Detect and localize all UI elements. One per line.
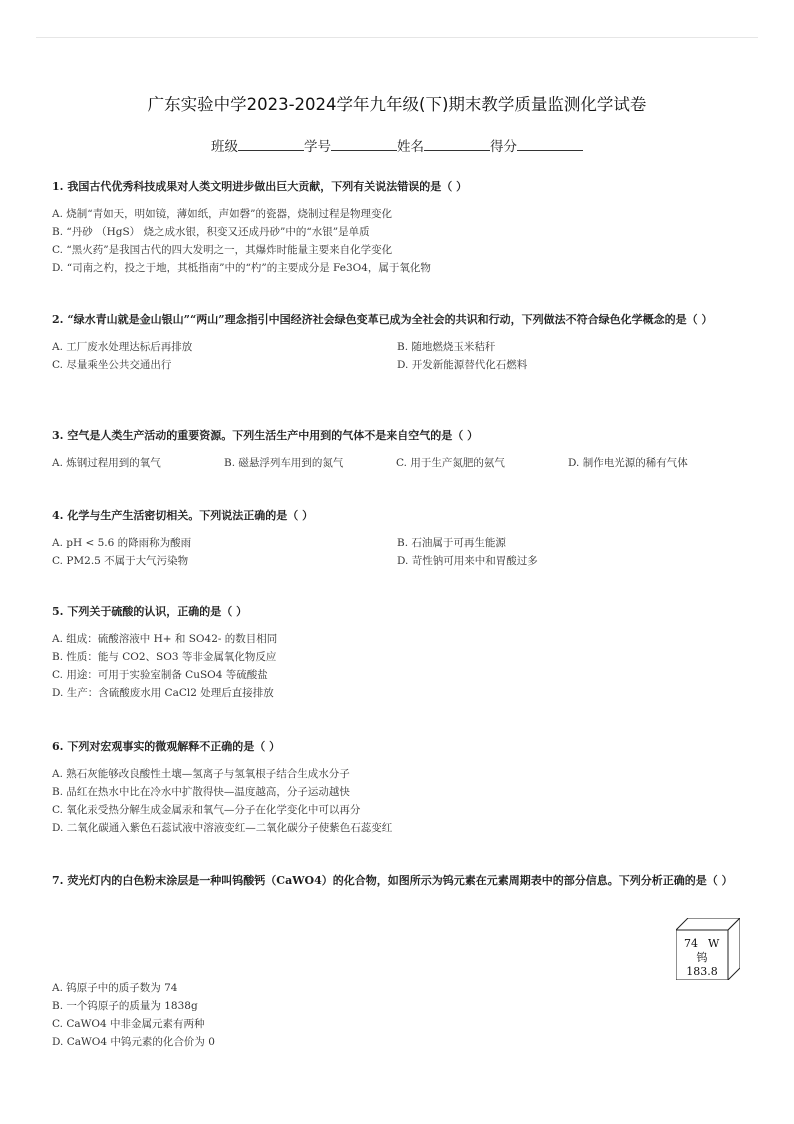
- option-c[interactable]: C. PM2.5 不属于大气污染物: [52, 555, 189, 567]
- question-1: [52, 178, 742, 277]
- option-b[interactable]: B. “丹砂 （HgS） 烧之成水银，积变又还成丹砂”中的“水银”是单质: [52, 226, 370, 238]
- question-5: [52, 603, 742, 702]
- option-c[interactable]: C. 用途：可用于实验室制备 CuSO4 等硫酸盐: [52, 669, 268, 681]
- element-symbol: W: [708, 937, 720, 950]
- option-d[interactable]: D. 开发新能源替代化石燃料: [397, 359, 528, 371]
- option-c[interactable]: C. 氧化汞受热分解生成金属汞和氧气—分子在化学变化中可以再分: [52, 804, 361, 816]
- element-name: 钨: [696, 951, 708, 964]
- option-a[interactable]: A. 钨原子中的质子数为 74: [52, 982, 178, 994]
- element-atomic-number: 74: [684, 937, 698, 950]
- option-b[interactable]: B. 一个钨原子的质量为 1838g: [52, 1000, 198, 1012]
- option-d[interactable]: D. 二氧化碳通入紫色石蕊试液中溶液变红—二氧化碳分子使紫色石蕊变红: [52, 822, 393, 834]
- field-name: 姓名: [397, 135, 490, 155]
- option-d[interactable]: D. CaWO4 中钨元素的化合价为 0: [52, 1036, 215, 1048]
- page-title: 广东实验中学2023-2024学年九年级(下)期末教学质量监测化学试卷: [147, 95, 647, 114]
- option-d[interactable]: D. 苛性钠可用来中和胃酸过多: [397, 555, 538, 567]
- option-a[interactable]: A. 炼钢过程用到的氧气: [52, 457, 161, 469]
- question-stem: 2. “绿水青山就是金山银山”“两山”理念指引中国经济社会绿色变革已成为全社会的共识和行动，下列做法不符合绿色化学概念的是（ ）: [52, 313, 713, 326]
- question-stem: 7. 荧光灯内的白色粉末涂层是一种叫钨酸钙（CaWO4）的化合物，如图所示为钨元素在元素周期表中的部分信息。下列分析正确的是（ ）: [52, 874, 733, 887]
- question-stem: 6. 下列对宏观事实的微观解释不正确的是（ ）: [52, 740, 281, 753]
- question-6: [52, 738, 742, 837]
- option-a[interactable]: A. 组成：硫酸溶液中 H+ 和 SO42- 的数目相同: [52, 633, 278, 645]
- option-a[interactable]: A. 烧制“青如天，明如镜，薄如纸，声如磬”的瓷器，烧制过程是物理变化: [52, 208, 392, 220]
- option-d[interactable]: D. 生产：含硫酸废水用 CaCl2 处理后直接排放: [52, 687, 274, 699]
- option-b[interactable]: B. 品红在热水中比在冷水中扩散得快—温度越高，分子运动越快: [52, 786, 350, 798]
- field-student-id: 学号: [304, 135, 397, 155]
- option-b[interactable]: B. 磁悬浮列车用到的氮气: [224, 457, 344, 469]
- question-stem: 1. 我国古代优秀科技成果对人类文明进步做出巨大贡献，下列有关说法错误的是（ ）: [52, 180, 468, 193]
- question-stem: 3. 空气是人类生产活动的重要资源。下列生活生产中用到的气体不是来自空气的是（ ）: [52, 429, 479, 442]
- name-blank[interactable]: [424, 138, 490, 151]
- option-a[interactable]: A. 熟石灰能够改良酸性土壤—氢离子与氢氧根子结合生成水分子: [52, 768, 350, 780]
- option-b[interactable]: B. 性质：能与 CO2、SO3 等非金属氧化物反应: [52, 651, 277, 663]
- question-7: [52, 872, 742, 890]
- question-stem: 4. 化学与生产生活密切相关。下列说法正确的是（ ）: [52, 509, 314, 522]
- student-info: [0, 135, 794, 155]
- option-d[interactable]: D. 制作电光源的稀有气体: [568, 457, 688, 469]
- question-3: [52, 427, 742, 472]
- element-box-icon: [676, 918, 740, 980]
- option-c[interactable]: C. CaWO4 中非金属元素有两种: [52, 1018, 205, 1030]
- question-2: [52, 311, 742, 374]
- field-class: 班级: [211, 135, 304, 155]
- top-divider: [36, 37, 758, 38]
- tungsten-element-card: [676, 918, 740, 980]
- option-a[interactable]: A. 工厂废水处理达标后再排放: [52, 341, 193, 353]
- question-stem: 5. 下列关于硫酸的认识，正确的是（ ）: [52, 605, 248, 618]
- option-b[interactable]: B. 随地燃烧玉米秸秆: [397, 341, 496, 353]
- option-b[interactable]: B. 石油属于可再生能源: [397, 537, 506, 549]
- class-blank[interactable]: [238, 138, 304, 151]
- score-blank[interactable]: [517, 138, 583, 151]
- option-a[interactable]: A. pH < 5.6 的降雨称为酸雨: [52, 537, 192, 549]
- option-d[interactable]: D. “司南之杓，投之于地，其柢指南”中的“杓”的主要成分是 Fe3O4，属于氧化物: [52, 262, 431, 274]
- option-c[interactable]: C. 用于生产氮肥的氨气: [396, 457, 505, 469]
- question-7-options: [52, 979, 742, 1051]
- question-4: [52, 507, 742, 570]
- option-c[interactable]: C. 尽量乘坐公共交通出行: [52, 359, 172, 371]
- student-id-blank[interactable]: [331, 138, 397, 151]
- option-c[interactable]: C. “黑火药”是我国古代的四大发明之一，其爆炸时能量主要来自化学变化: [52, 244, 393, 256]
- element-mass: 183.8: [686, 965, 718, 978]
- field-score: 得分: [490, 135, 583, 155]
